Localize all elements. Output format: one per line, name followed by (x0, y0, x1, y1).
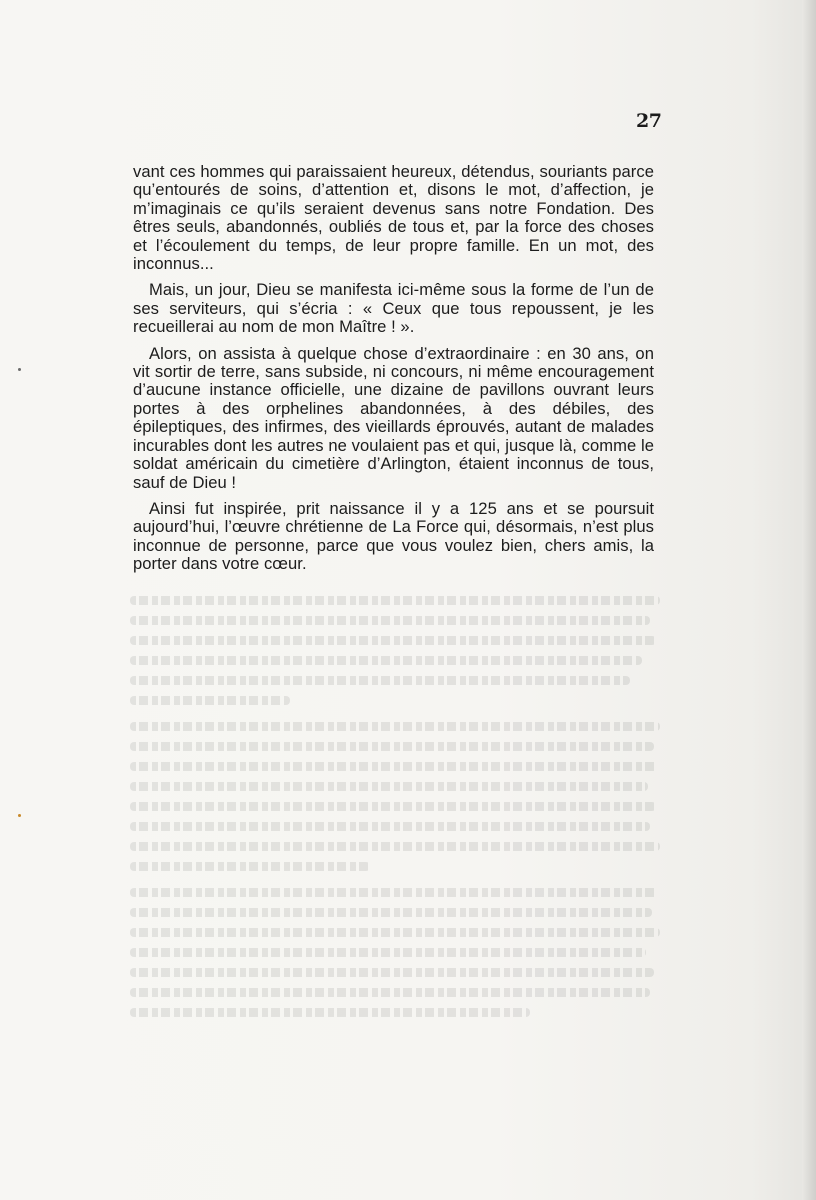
paragraph-4: Ainsi fut inspirée, prit naissance il y a 125 ans et se poursuit aujourd’hui, l’œuvre chrétienne de La Force qui, désormais, n’est plus inconnue de personne, parce que vous voulez bien, chers amis, la porter dans votre cœur. (133, 498, 654, 574)
page-edge (802, 0, 816, 1200)
paragraph-1: vant ces hommes qui paraissaient heureux, détendus, souriants parce qu’entourés de soins, d’attention et, disons le mot, d’affection, je m’imaginais ce qu’ils seraient devenus sans notre Fondation. Des êtres seuls, abandonnés, oubliés de tous et, par la force des choses et l’écoulement du temps, de leur propre famille. En un mot, des inconnus... (133, 162, 654, 274)
paper-speck (18, 814, 21, 817)
page-number: 27 (636, 110, 662, 132)
paragraph-2: Mais, un jour, Dieu se manifesta ici-même sous la forme de l’un de ses serviteurs, qui s’écria : « Ceux que tous repoussent, je les recueillerai au nom de mon Maître ! ». (133, 280, 654, 337)
body-text (133, 163, 654, 582)
paper-speck (18, 368, 21, 371)
paragraph-3: Alors, on assista à quelque chose d’extraordinaire : en 30 ans, on vit sortir de terre, sans subside, ni concours, ni même encouragement d’aucune instance officielle, une dizaine de pavillons ouvrant leurs portes à des orphelines abandonnées, à des débiles, des épileptiques, des infirmes, des vieillards éprouvés, autant de malades incurables dont les autres ne voulaient pas et qui, jusque là, comme le soldat américain du cimetière d’Arlington, étaient inconnus de tous, sauf de Dieu ! (133, 343, 654, 492)
reverse-side-show-through (130, 590, 660, 1030)
